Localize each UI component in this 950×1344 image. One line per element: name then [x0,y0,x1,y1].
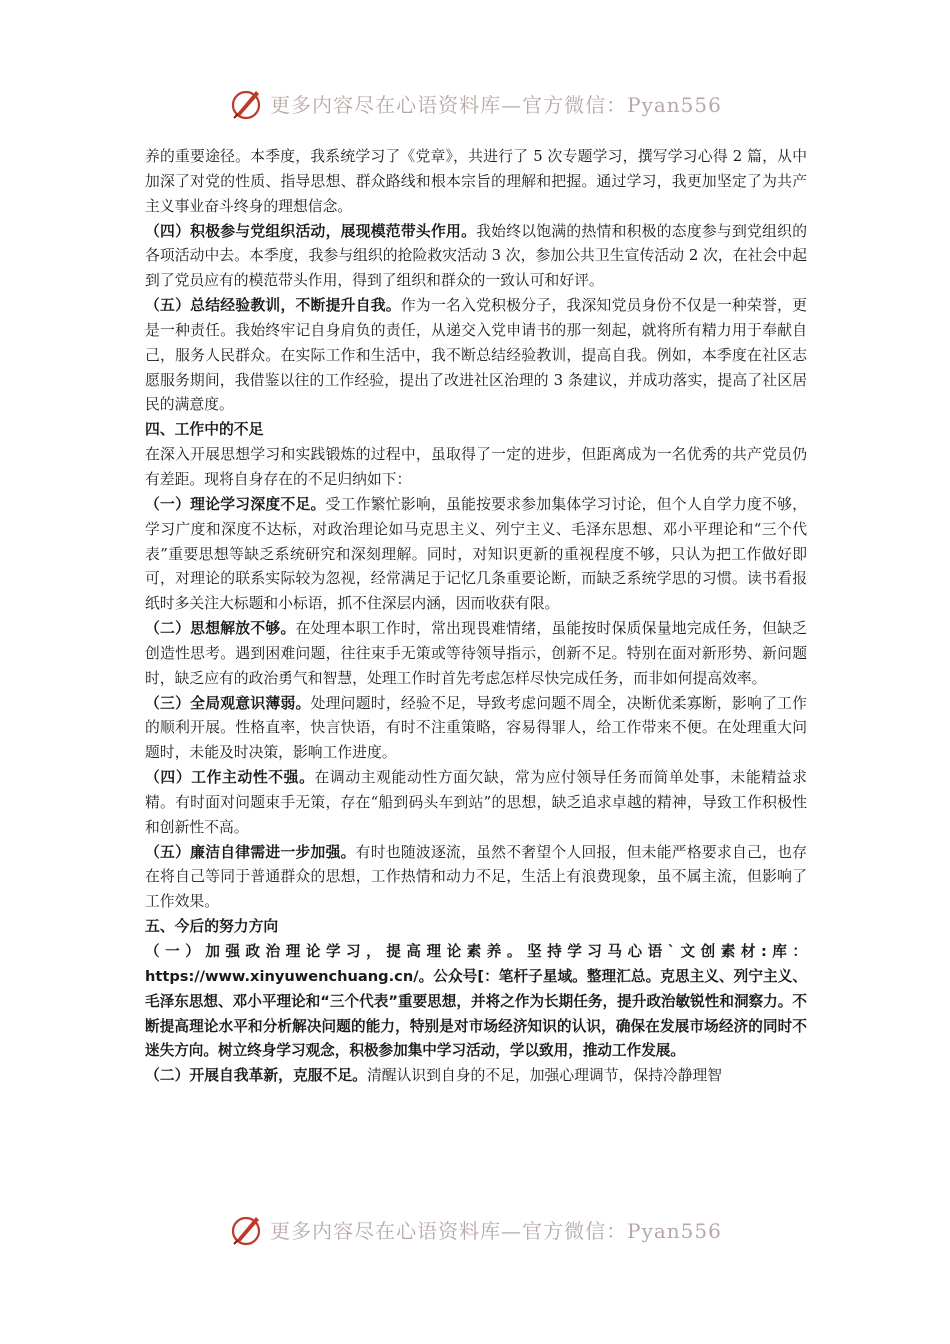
quill-pen-logo-icon [228,1211,264,1247]
section-heading [145,915,807,940]
paragraph-body: 作为一名入党积极分子，我深知党员身份不仅是一种荣誉，更是一种责任。我始终牢记自身肩负的责任，从递交入党申请书的那一刻起，就将所有精力用于奉献自己，服务人民群众。在实际工作和生活中，我不断总结经验教训，提高自我。例如，本季度在社区志愿服务期间，我借鉴以往的工作经验，提出了改进社区治理的 3 条建议，并成功落实，提高了社区居民的满意度。 [145,297,807,414]
paragraph-body: 有时也随波逐流，虽然不奢望个人回报，但未能严格要求自己，也存在将自己等同于普通群众的思想，工作热情和动力不足，生活上有浪费现象，虽不属主流，但影响了工作效果。 [145,843,807,911]
paragraph-lead: （一）理论学习深度不足。 [145,495,326,513]
paragraph [145,766,807,841]
paragraph [145,294,807,418]
paragraph-lead: （五）总结经验教训，不断提升自我。 [145,297,401,315]
header-banner [0,78,950,128]
paragraph [145,1064,807,1089]
paragraph-body: 在深入开展思想学习和实践锻炼的过程中，虽取得了一定的进步，但距离成为一名优秀的共产党员仍有差距。现将自身存在的不足归纳如下： [145,446,807,488]
footer-banner [0,1204,950,1254]
banner-text: 更多内容尽在心语资料库—官方微信：Pyan556 [270,1218,722,1243]
paragraph-lead: （四）工作主动性不强。 [145,769,315,787]
paragraph-body: 清醒认识到自身的不足，加强心理调节，保持冷静理智 [366,1067,723,1085]
paragraph [145,692,807,767]
quill-pen-logo-icon [228,85,264,121]
paragraph [145,493,807,617]
paragraph-body: 在处理本职工作时，常出现畏难情绪，虽能按时保质保量地完成任务，但缺乏创造性思考。遇到困难问题，往往束手无策或等待领导指示，创新不足。特别在面对新形势、新问题时，缺乏应有的政治勇气和智慧，处理工作时首先考虑怎样尽快完成任务，而非如何提高效率。 [145,620,807,687]
document-body [145,145,807,1089]
section-heading-text: 五、今后的努力方向 [145,918,279,936]
paragraph [145,220,807,295]
banner-text: 更多内容尽在心语资料库—官方微信：Pyan556 [270,92,722,117]
paragraph-sans-text: （一）加强政治理论学习，提高理论素养。坚持学习马心语`文创素材:库：https://www.xinyuwenchuang.cn/。公众号[：笔杆子星域。整理汇总。克思主义、列宁主义、毛泽东思想、邓小平理论和“三个代表”重要思想，并将之作为长期任务，提升政治敏锐性和洞察力。不断提高理论水平和分析解决问题的能力，特别是对市场经济知识的认识，确保在发展市场经济的同时不迷失方向。树立终身学习观念，积极参加集中学习活动，学以致用，推动工作发展。 [145,943,807,1060]
paragraph-lead: （二）开展自我革新，克服不足。 [145,1067,367,1085]
paragraph [145,940,807,1064]
paragraph-body: 处理问题时，经验不足，导致考虑问题不周全，决断优柔寡断，影响了工作的顺利开展。性格直率，快言快语，有时不注重策略，容易得罪人，给工作带来不便。在处理重大问题时，未能及时决策，影响工作进度。 [145,694,807,762]
paragraph-body: 在调动主观能动性方面欠缺，常为应付领导任务而简单处事，未能精益求精。有时面对问题束手无策，存在“船到码头车到站”的思想，缺乏追求卓越的精神，导致工作积极性和创新性不高。 [145,769,807,836]
paragraph-lead: （四）积极参与党组织活动，展现模范带头作用。 [145,222,477,240]
paragraph-lead: （二）思想解放不够。 [145,620,296,638]
paragraph-lead: （五）廉洁自律需进一步加强。 [145,843,356,861]
paragraph [145,617,807,692]
paragraph [145,841,807,916]
paragraph [145,443,807,493]
section-heading [145,418,807,443]
paragraph-lead: （三）全局观意识薄弱。 [145,694,311,712]
section-heading-text: 四、工作中的不足 [145,421,264,439]
paragraph-body: 受工作繁忙影响，虽能按要求参加集体学习讨论，但个人自学力度不够，学习广度和深度不达标，对政治理论如马克思主义、列宁主义、毛泽东思想、邓小平理论和“三个代表”重要思想等缺乏系统研究和深刻理解。同时，对知识更新的重视程度不够，只认为把工作做好即可，对理论的联系实际较为忽视，经常满足于记忆几条重要论断，而缺乏系统学思的习惯。读书看报纸时多关注大标题和小标语，抓不住深层内涵，因而收获有限。 [145,495,807,613]
paragraph-body: 我始终以饱满的热情和积极的态度参与到党组织的各项活动中去。本季度，我参与组织的抢险救灾活动 3 次，参加公共卫生宣传活动 2 次，在社会中起到了党员应有的模范带头作用，得到了组织和群众的一致认可和好评。 [145,222,807,290]
paragraph [145,145,807,220]
paragraph-body: 养的重要途径。本季度，我系统学习了《党章》，共进行了 5 次专题学习，撰写学习心得 2 篇，从中加深了对党的性质、指导思想、群众路线和根本宗旨的理解和把握。通过学习，我更加坚定了为共产主义事业奋斗终身的理想信念。 [145,148,807,215]
